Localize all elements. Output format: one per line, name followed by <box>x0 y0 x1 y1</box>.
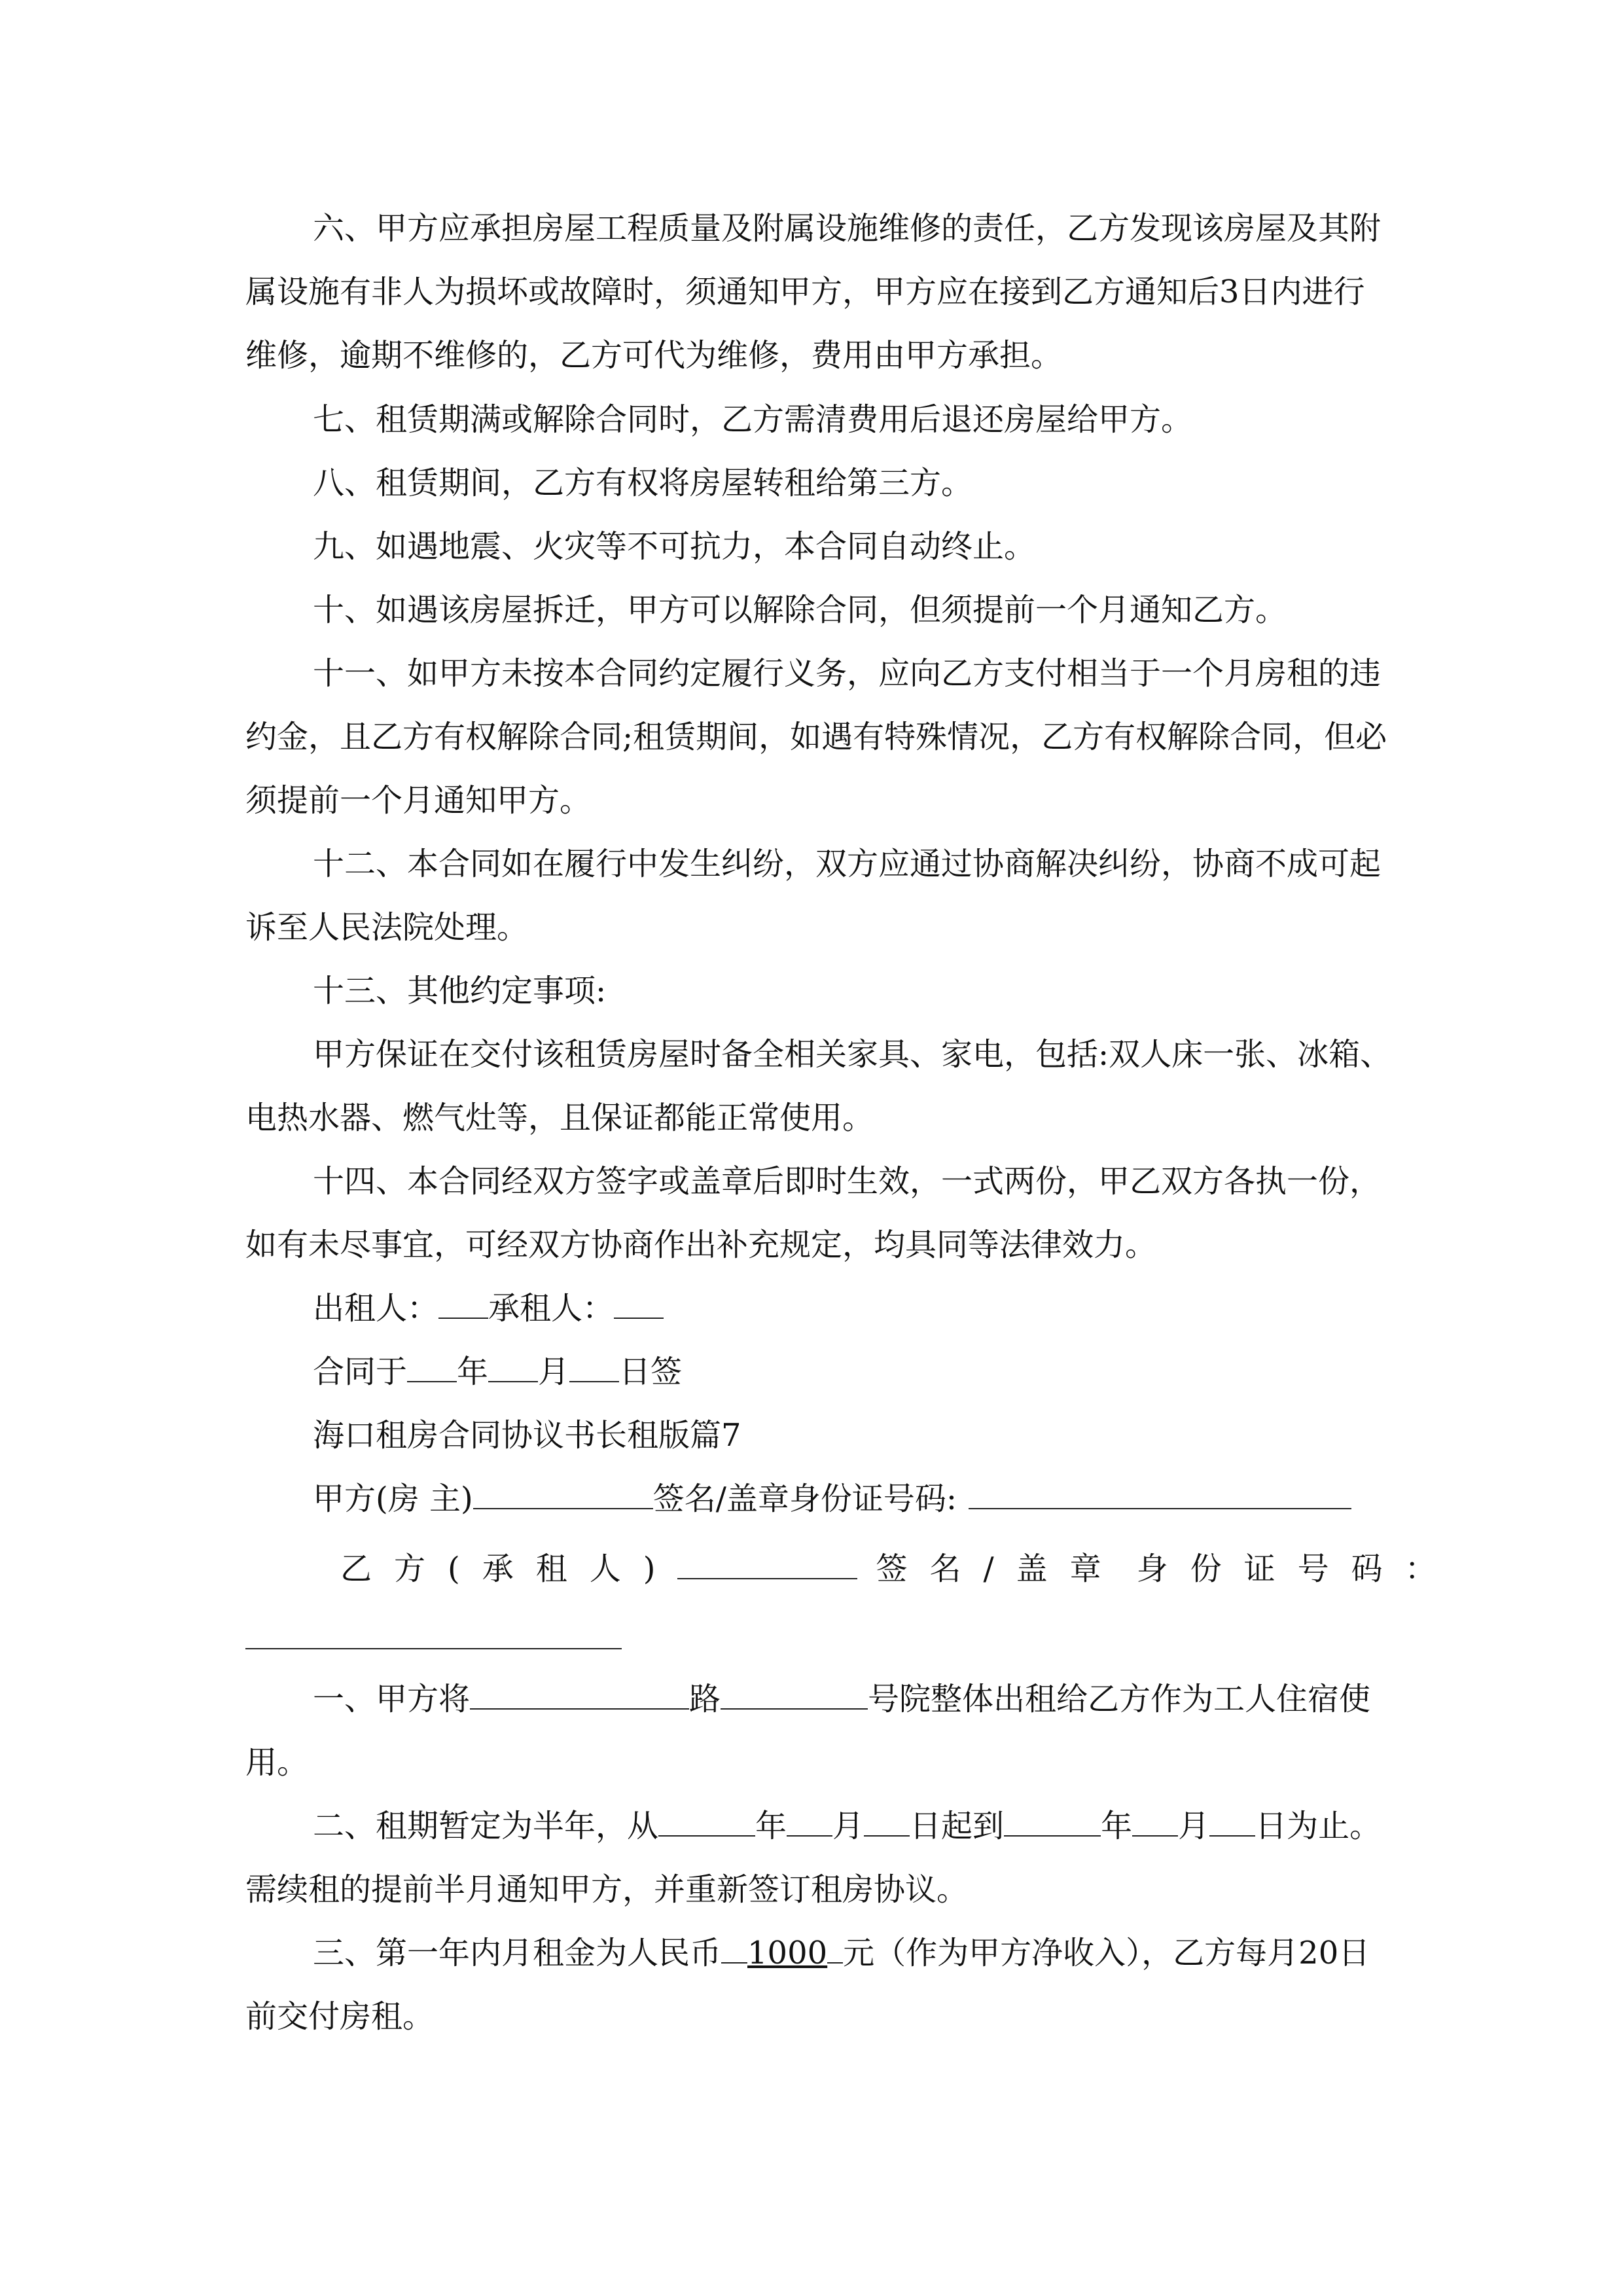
new-clause-2-year2: 年 <box>1101 1808 1133 1844</box>
date-year: 年 <box>457 1354 489 1390</box>
clause-13: 十三、其他约定事项: <box>313 973 607 1009</box>
new-clause-3 <box>245 1922 1394 2049</box>
new-clause-2-month: 月 <box>832 1808 865 1844</box>
clause-9: 九、如遇地震、火灾等不可抗力，本合同自动终止。 <box>313 528 1036 565</box>
clause-14: 十四、本合同经双方签字或盖章后即时生效，一式两份，甲乙双方各执一份，如有未尽事宜，可经双方协商作出补充规定，均具同等法律效力。 <box>245 1163 1382 1263</box>
lessee-blank <box>614 1291 664 1319</box>
clause-11: 十一、如甲方未按本合同约定履行义务，应向乙方支付相当于一个月房租的违约金，且乙方有权解除合同;租赁期间，如遇有特殊情况，乙方有权解除合同，但必须提前一个月通知甲方。 <box>245 655 1387 819</box>
new-clause-2-a: 二、租期暂定为半年，从 <box>313 1808 659 1844</box>
party-a-line <box>245 1467 1394 1531</box>
clause-13-detail: 甲方保证在交付该租赁房屋时备全相关家具、家电，包括:双人床一张、冰箱、电热水器、燃气灶等，且保证都能正常使用。 <box>245 1036 1392 1136</box>
start-year-blank <box>658 1809 755 1837</box>
new-clause-1 <box>245 1668 1394 1795</box>
day-blank <box>569 1355 619 1382</box>
new-clause-1-b: 路 <box>689 1681 721 1717</box>
year-blank <box>407 1355 457 1382</box>
party-a-id-blank <box>969 1482 1351 1509</box>
clause-12: 十二、本合同如在履行中发生纠纷，双方应通过协商解决纠纷，协商不成可起诉至人民法院处理。 <box>245 846 1382 946</box>
date-day: 日签 <box>619 1354 683 1390</box>
number-blank <box>721 1682 868 1710</box>
end-day-blank <box>1209 1809 1255 1837</box>
party-b-id-blank <box>245 1648 622 1649</box>
rent-blank-left <box>721 1936 747 1964</box>
party-b-sign: 签名/盖章 <box>876 1551 1124 1587</box>
end-year-blank <box>1004 1809 1101 1837</box>
party-b-line <box>340 1537 1489 1601</box>
rent-amount: 1000 <box>747 1935 828 1971</box>
date-prefix: 合同于 <box>313 1354 408 1390</box>
new-clause-3-b: 元（作为甲方净收入），乙方每月20日前交付房租。 <box>245 1935 1370 2035</box>
party-b-id: 身份证号码： <box>1136 1551 1459 1587</box>
lessor-blank <box>438 1291 488 1319</box>
new-clause-2-month2: 月 <box>1178 1808 1210 1844</box>
road-blank <box>470 1682 689 1710</box>
clause-8: 八、租赁期间，乙方有权将房屋转租给第三方。 <box>313 465 973 501</box>
new-clause-2-end: 日为止。需续租的提前半月通知甲方，并重新签订租房协议。 <box>245 1808 1382 1908</box>
clause-6: 六、甲方应承担房屋工程质量及附属设施维修的责任，乙方发现该房屋及其附属设施有非人为损坏或故障时，须通知甲方，甲方应在接到乙方通知后3日内进行维修，逾期不维修的，乙方可代为维修，费用由甲方承担。 <box>245 210 1382 374</box>
new-clause-2-from: 日起到 <box>910 1808 1005 1844</box>
party-b-name-blank <box>677 1552 857 1579</box>
signature-line <box>245 1277 1394 1340</box>
lessee-label: 承租人： <box>488 1290 615 1327</box>
start-month-blank <box>787 1809 832 1837</box>
clause-7: 七、租赁期满或解除合同时，乙方需清费用后退还房屋给甲方。 <box>313 401 1193 438</box>
new-clause-3-a: 三、第一年内月租金为人民币 <box>313 1935 722 1971</box>
new-clause-2 <box>245 1795 1394 1922</box>
date-month: 月 <box>538 1354 570 1390</box>
month-blank <box>488 1355 538 1382</box>
rent-blank-right <box>827 1936 843 1964</box>
new-clause-2-year: 年 <box>755 1808 787 1844</box>
new-clause-1-c: 号院整体出租给乙方作为工人住宿使用。 <box>245 1681 1371 1781</box>
party-a-sign: 签名/盖章身份证号码: <box>652 1480 957 1517</box>
party-a-label: 甲方(房 主) <box>313 1480 473 1517</box>
section-title: 海口租房合同协议书长租版篇7 <box>313 1417 741 1454</box>
start-day-blank <box>864 1809 910 1837</box>
lessor-label: 出租人： <box>313 1290 439 1327</box>
new-clause-1-a: 一、甲方将 <box>313 1681 471 1717</box>
party-a-name-blank <box>473 1482 653 1509</box>
party-b-label: 乙方(承租人) <box>340 1551 678 1587</box>
clause-10: 十、如遇该房屋拆迁，甲方可以解除合同，但须提前一个月通知乙方。 <box>313 592 1287 628</box>
end-month-blank <box>1132 1809 1178 1837</box>
contract-date-line <box>245 1340 1394 1404</box>
